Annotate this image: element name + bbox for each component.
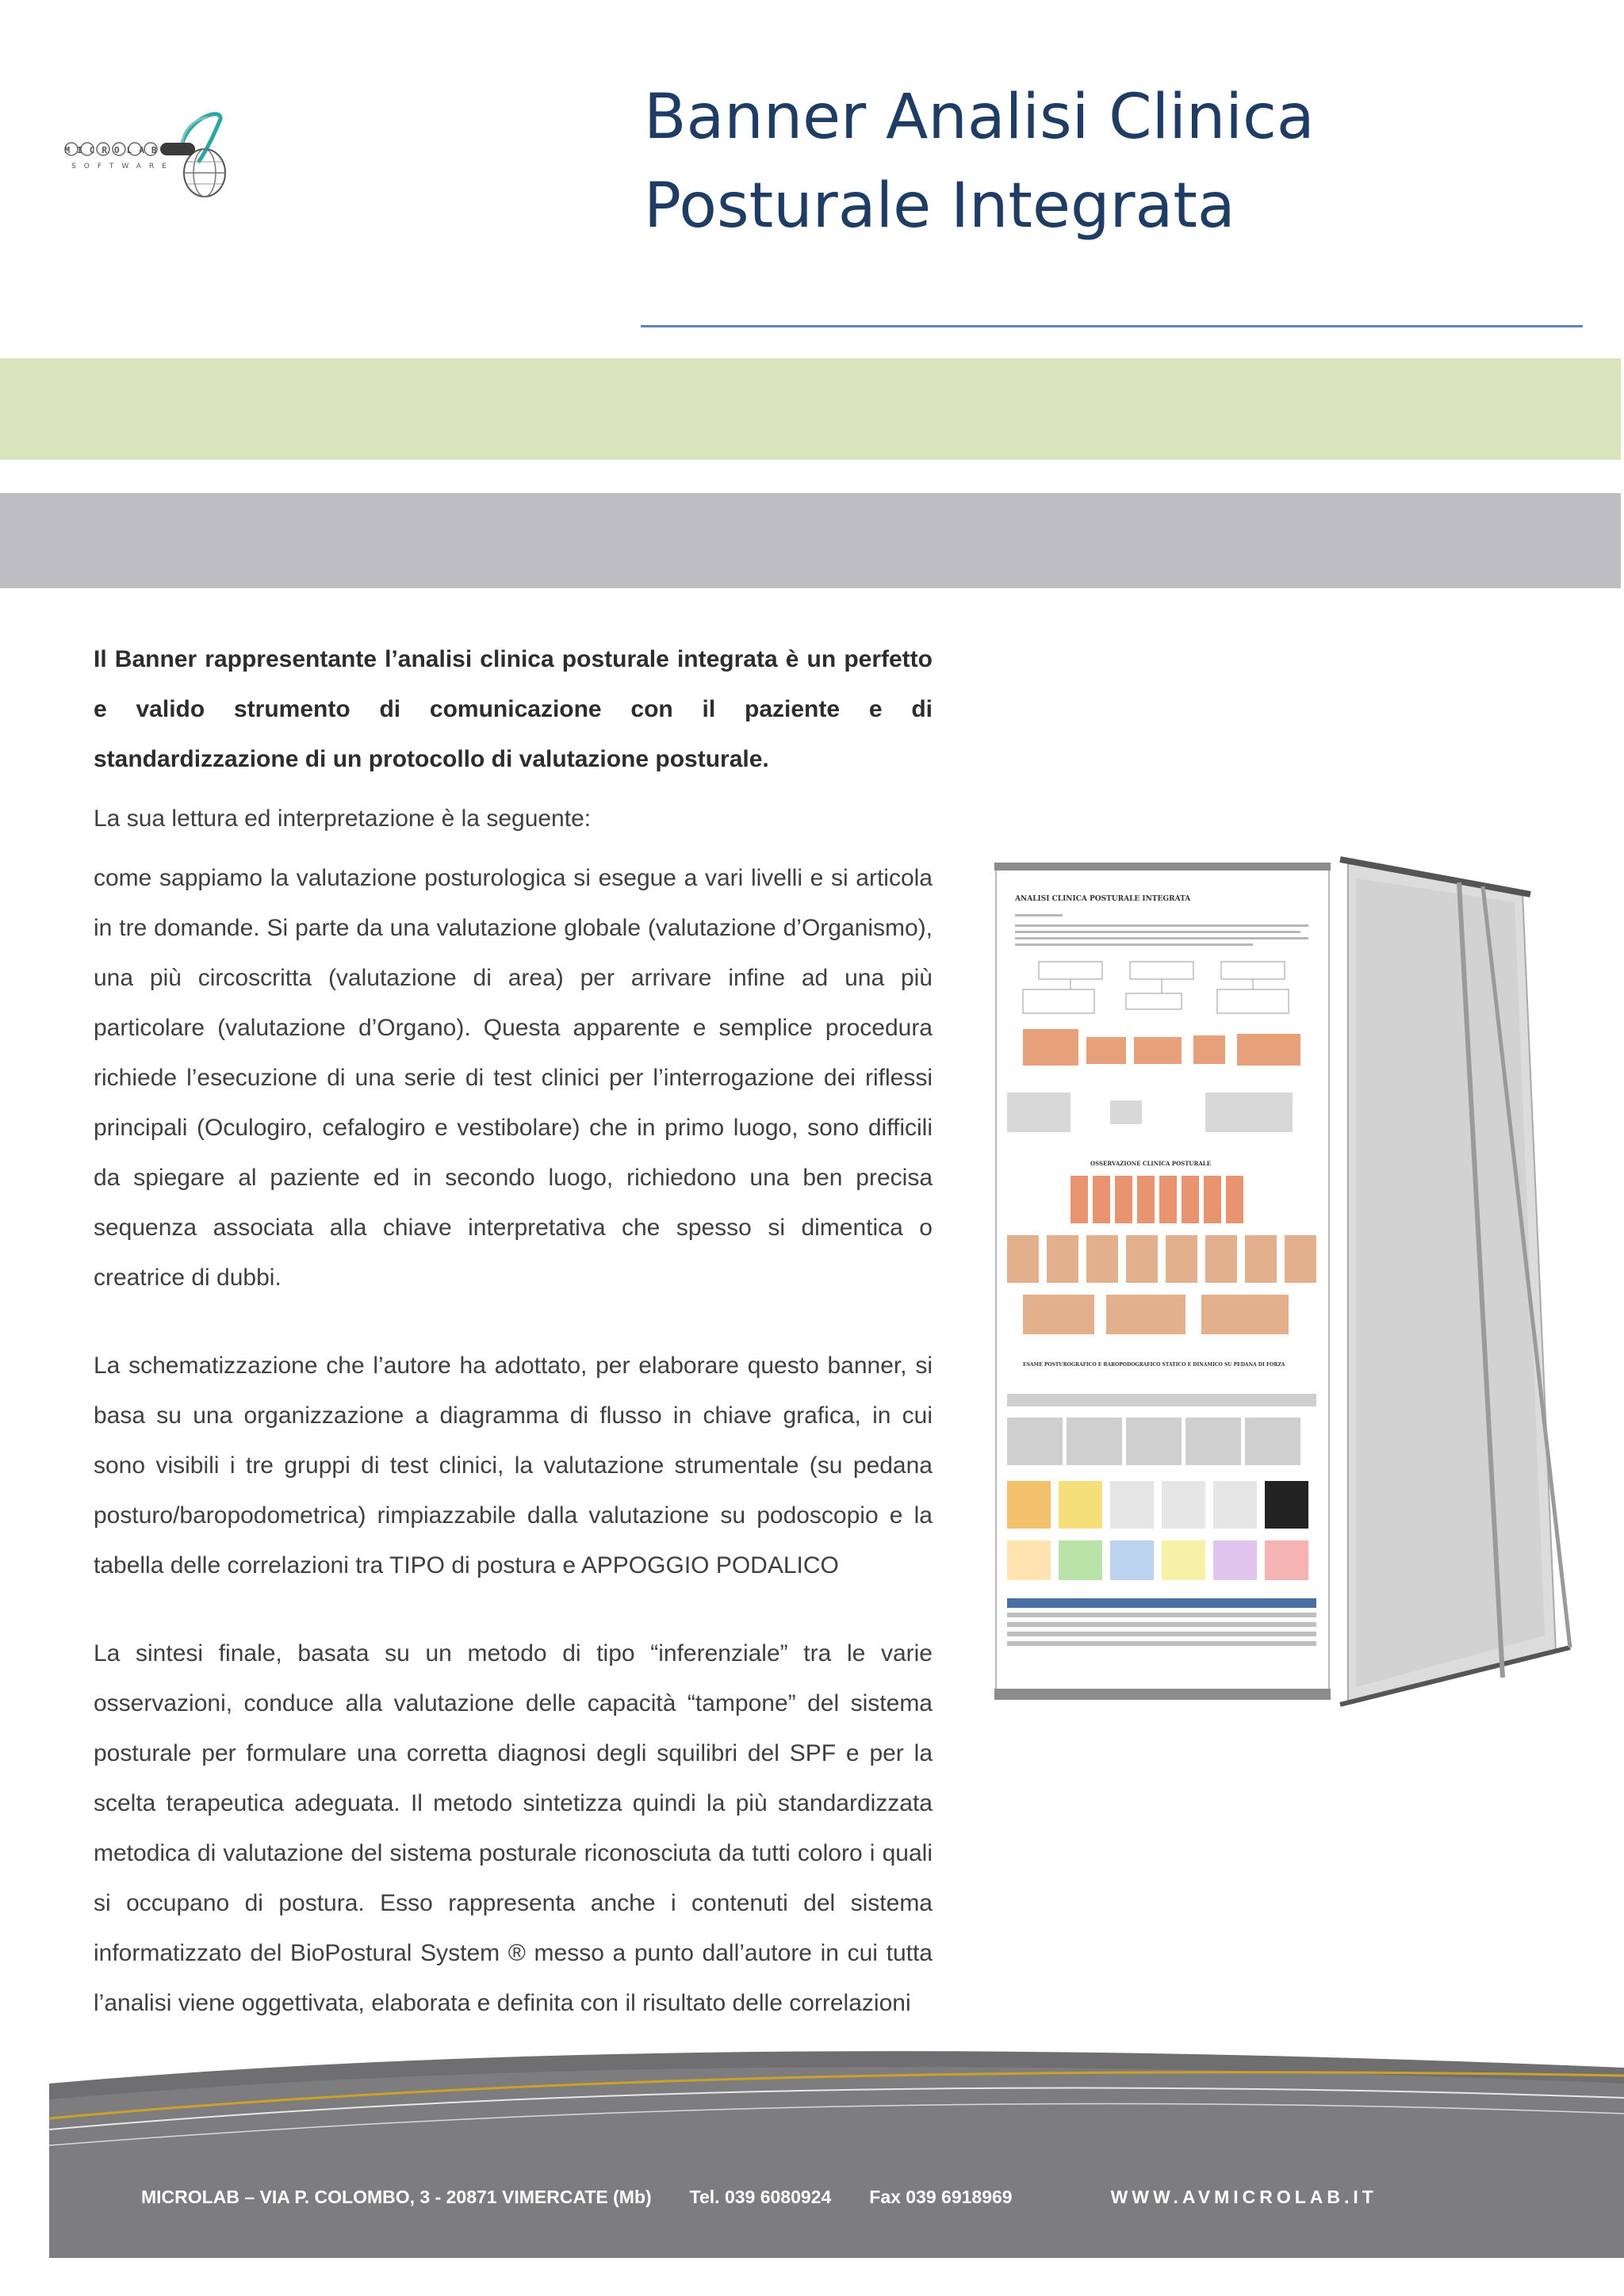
banner-section-esame: ESAME POSTUROGRAFICO E BAROPODOGRAFICO STATICO E DINAMICO SU PEDANA DI FORZA xyxy=(1023,1362,1285,1368)
lead-paragraph: La sua lettura ed interpretazione è la seguente: xyxy=(94,806,592,832)
page-title: Banner Analisi Clinica Posturale Integrata xyxy=(644,82,1315,242)
logo-subtext: SOFTWARE xyxy=(71,163,174,170)
grey-band xyxy=(0,493,1621,588)
title-divider xyxy=(641,325,1583,327)
footer-website-link[interactable]: WWW.AVMICROLAB.IT xyxy=(1110,2187,1377,2207)
paragraph-sintesi: La sintesi finale, basata su un metodo di tipo “inferenziale” tra le varie osservazioni, conduce alla valutazione delle capacità “tampone” del sistema posturale per formulare una corretta diagnosi degli squilibri del SPF e per la scelta terapeutica adeguata. Il metodo sintetizza quindi la più standardizzata metodica di valutazione del sistema posturale riconosciuta da tutti coloro i quali si occupano di postura. Esso rappresenta anche i contenuti del sistema informatizzato del BioPostural System ® messo a punto dall’autore in cui tutta l’analisi viene oggettivata, elaborata e definita con il risultato delle correlazioni xyxy=(94,1640,933,2016)
microlab-logo xyxy=(63,95,230,206)
footer-phone: Tel. 039 6080924 xyxy=(689,2187,832,2207)
paragraph-valutazione: come sappiamo la valutazione posturologica si esegue a vari livelli e si articola in tre domande. Si parte da una valutazione globale (valutazione d’Organismo), una più circoscritta (valutazione di area) per arrivare infine ad una più particolare (valutazione d’Organo). Questa apparente e semplice procedura richiede l’esecuzione di una serie di test clinici per l’interrogazione dei riflessi principali (Oculogiro, cefalogiro e vestibolare) che in primo luogo, sono difficili da spiegare al paziente ed in secondo luogo, richiedono una ben precisa sequenza associata alla chiave interpretativa che spesso si dimentica o creatrice di dubbi. xyxy=(94,865,933,1291)
paragraph-schematizzazione: La schematizzazione che l’autore ha adottato, per elaborare questo banner, si basa su una organizzazione a diagramma di flusso in chiave grafica, in cui sono visibili i tre gruppi di test clinici, la valutazione strumentale (su pedana posturo/baropodometrica) rimpiazzabile dalla valutazione su podoscopio e la tabella delle correlazioni tra TIPO di postura e APPOGGIO PODALICO xyxy=(94,1353,933,1578)
logo-wordmark: MICROLAB xyxy=(64,145,164,155)
footer-contact xyxy=(141,2187,1600,2208)
green-band xyxy=(0,358,1621,460)
body-text xyxy=(94,634,933,2028)
footer-fax: Fax 039 6918969 xyxy=(869,2187,1013,2207)
footer-band xyxy=(49,2036,1624,2258)
banner-heading: ANALISI CLINICA POSTURALE INTEGRATA xyxy=(1015,895,1191,903)
banner-photo xyxy=(991,855,1594,1711)
intro-paragraph: Il Banner rappresentante l’analisi clinica posturale integrata è un perfetto e valido strumento di comunicazione con il paziente e di standardizzazione di un protocollo di valutazione posturale. xyxy=(94,646,933,772)
banner-section-osservazione: OSSERVAZIONE CLINICA POSTURALE xyxy=(1090,1160,1212,1167)
footer-address: MICROLAB – VIA P. COLOMBO, 3 - 20871 VIMERCATE (Mb) xyxy=(141,2187,652,2207)
